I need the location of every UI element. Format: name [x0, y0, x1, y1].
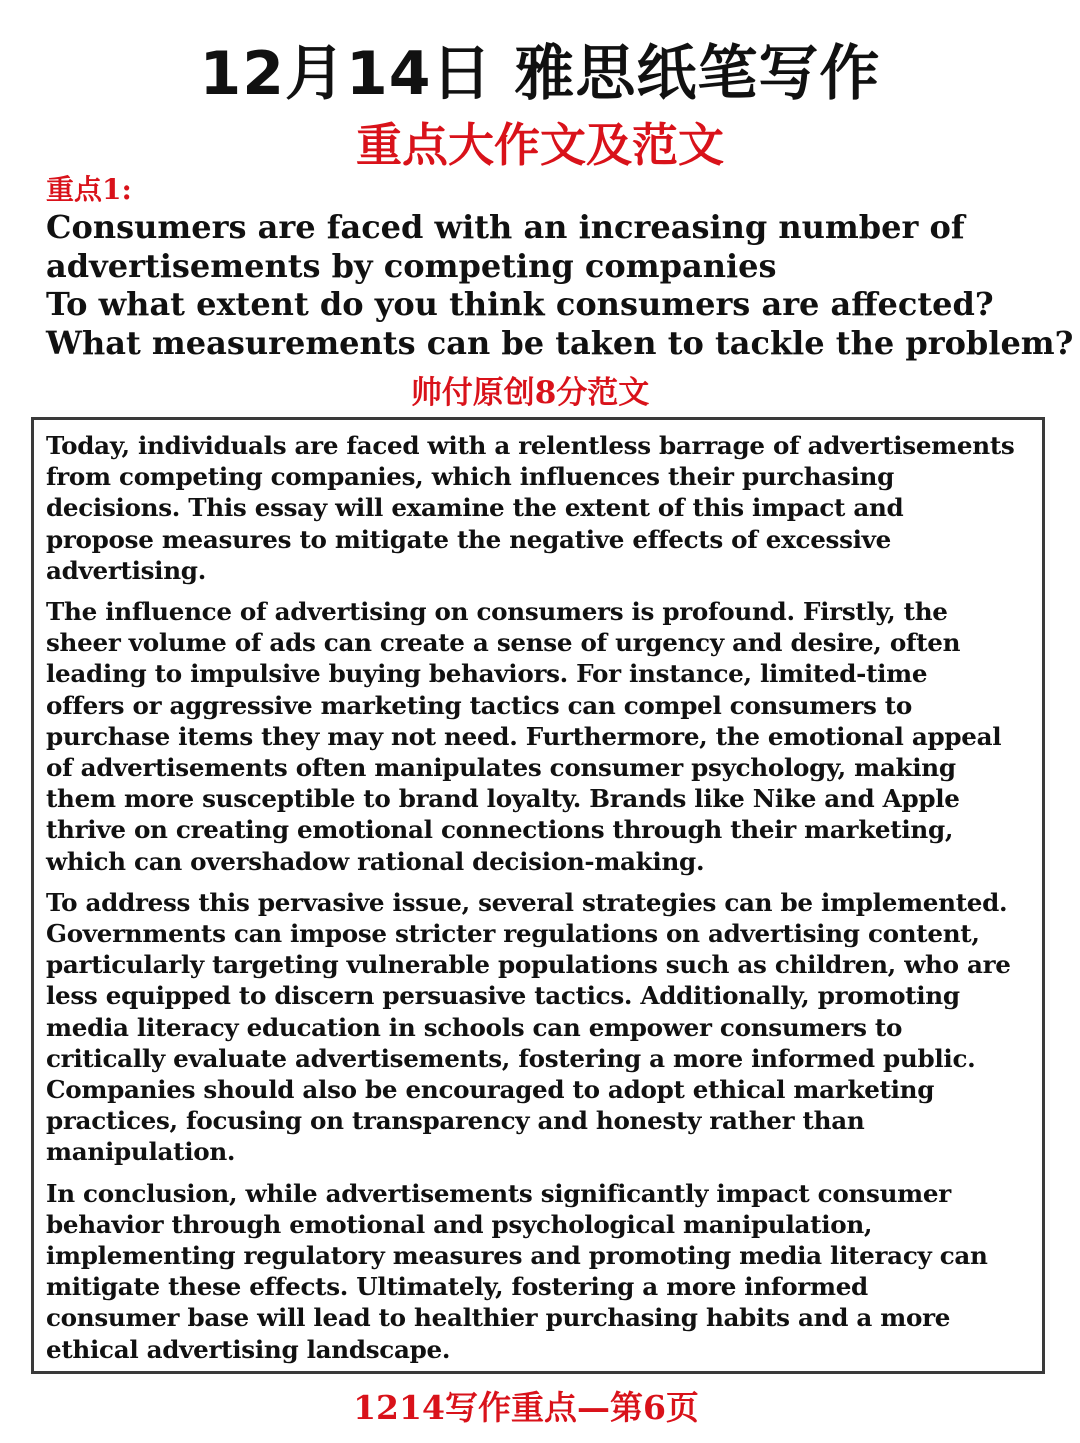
- page-subtitle: 重点大作文及范文: [356, 118, 724, 172]
- essay-line: To address this pervasive issue, several strategies can be implemented.: [46, 887, 1008, 917]
- essay-line: decisions. This essay will examine the extent of this impact and: [46, 493, 904, 523]
- essay-line: consumer base will lead to healthier purchasing habits and a more: [46, 1303, 951, 1333]
- topic-label: 重点1:: [46, 173, 132, 206]
- essay-line: purchase items they may not need. Furthermore, the emotional appeal: [46, 721, 1002, 751]
- essay-line: In conclusion, while advertisements significantly impact consumer: [46, 1178, 951, 1208]
- essay-line: Today, individuals are faced with a relentless barrage of advertisements: [46, 431, 1015, 460]
- essay-paragraph-intro: [46, 430, 1030, 586]
- essay-line: implementing regulatory measures and promoting media literacy can: [46, 1241, 988, 1271]
- essay-line: behavior through emotional and psychological manipulation,: [46, 1209, 873, 1239]
- essay-line: advertising.: [46, 555, 206, 585]
- essay-line: Companies should also be encouraged to adopt ethical marketing: [46, 1075, 935, 1105]
- essay-paragraph-conclusion: [46, 1178, 1030, 1365]
- prompt-line: advertisements by competing companies: [46, 246, 777, 285]
- essay-line: thrive on creating emotional connections through their marketing,: [46, 815, 954, 845]
- essay-line: mitigate these effects. Ultimately, fostering a more informed: [46, 1272, 868, 1302]
- essay-line: sheer volume of ads can create a sense of urgency and desire, often: [46, 628, 961, 658]
- essay-line: leading to impulsive buying behaviors. For instance, limited-time: [46, 659, 928, 689]
- prompt-line: What measurements can be taken to tackle the problem?: [46, 323, 1074, 362]
- essay-prompt: [46, 208, 1074, 362]
- essay-paragraph-body-2: [46, 887, 1030, 1168]
- essay-line: The influence of advertising on consumers is profound. Firstly, the: [46, 597, 948, 627]
- prompt-line: To what extent do you think consumers are affected?: [46, 285, 994, 323]
- essay-line: of advertisements often manipulates consumer psychology, making: [46, 753, 956, 783]
- essay-line: media literacy education in schools can empower consumers to: [46, 1012, 903, 1042]
- sample-essay-label: 帅付原创8分范文: [410, 375, 650, 411]
- sample-essay-box: [31, 417, 1045, 1374]
- essay-line: practices, focusing on transparency and honesty rather than: [46, 1106, 865, 1136]
- essay-line: critically evaluate advertisements, fostering a more informed public.: [46, 1043, 976, 1073]
- prompt-line: Consumers are faced with an increasing number of: [46, 208, 965, 246]
- essay-paragraph-body-1: [46, 596, 1030, 877]
- essay-line: offers or aggressive marketing tactics can compel consumers to: [46, 690, 912, 720]
- essay-line: Governments can impose stricter regulations on advertising content,: [46, 919, 980, 949]
- essay-line: manipulation.: [46, 1137, 236, 1167]
- essay-line: particularly targeting vulnerable populations such as children, who are: [46, 950, 1011, 980]
- essay-line: less equipped to discern persuasive tactics. Additionally, promoting: [46, 981, 960, 1011]
- page-title: 12月14日 雅思纸笔写作: [199, 39, 881, 109]
- essay-line: them more susceptible to brand loyalty. Brands like Nike and Apple: [46, 784, 960, 814]
- essay-line: from competing companies, which influences their purchasing: [46, 462, 895, 492]
- essay-line: ethical advertising landscape.: [46, 1334, 451, 1364]
- essay-line: propose measures to mitigate the negative effects of excessive: [46, 524, 892, 554]
- page-footer: 1214写作重点—第6页: [353, 1388, 699, 1427]
- essay-line: which can overshadow rational decision-making.: [46, 846, 705, 876]
